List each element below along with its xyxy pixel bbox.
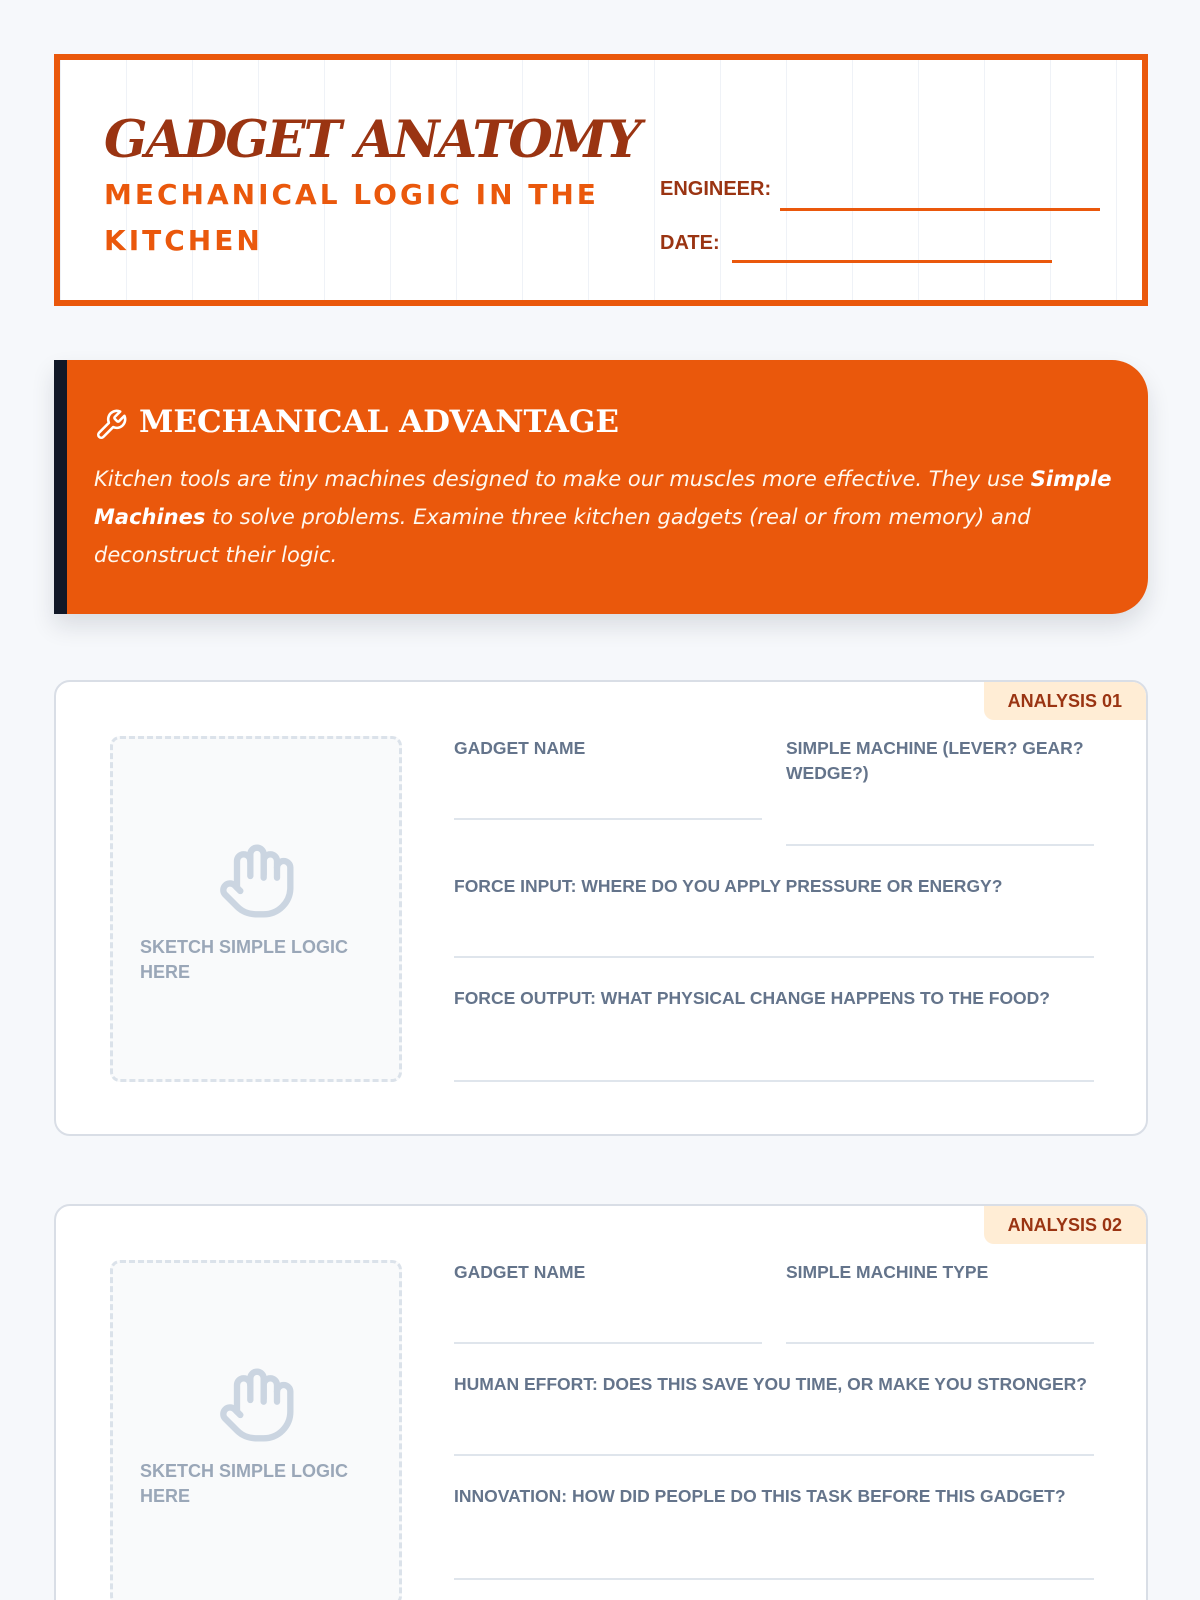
analysis-card-2 [54,1204,1148,1600]
banner-title: MECHANICAL ADVANTAGE [139,404,620,440]
sketch-area[interactable] [110,1260,402,1600]
force-input-field[interactable] [454,956,1094,958]
date-label: DATE: [660,232,720,254]
banner-body-start: Kitchen tools are tiny machines designed to make our muscles more effective. They use [94,467,1031,491]
innovation-label: INNOVATION: HOW DID PEOPLE DO THIS TASK BEFORE THIS GADGET? [454,1486,1066,1506]
date-field[interactable] [732,260,1052,263]
sketch-area[interactable] [110,736,402,1082]
sketch-label: SKETCH SIMPLE LOGIC HERE [140,1461,349,1506]
engineer-label: ENGINEER: [660,178,772,200]
gadget-name-field[interactable] [454,818,762,820]
banner-body-end: to solve problems. Examine three kitchen gadgets (real or from memory) and deconstruct their logic. [94,505,1031,567]
force-output-label: FORCE OUTPUT: WHAT PHYSICAL CHANGE HAPPENS TO THE FOOD? [454,988,1050,1008]
hand-icon [217,1365,297,1445]
innovation-field[interactable] [454,1578,1094,1580]
human-effort-field[interactable] [454,1454,1094,1456]
gadget-name-field[interactable] [454,1342,762,1344]
banner-body [94,460,1124,574]
gadget-name-label: GADGET NAME [454,738,586,758]
simple-machine-field[interactable] [786,844,1094,846]
human-effort-label: HUMAN EFFORT: DOES THIS SAVE YOU TIME, OR MAKE YOU STRONGER? [454,1374,1087,1394]
force-input-label: FORCE INPUT: WHERE DO YOU APPLY PRESSURE OR ENERGY? [454,876,1003,896]
banner-body-emphasis: Simple Machines [94,467,1112,529]
wrench-icon [94,408,128,442]
hand-icon [217,841,297,921]
simple-machine-label: SIMPLE MACHINE (LEVER? GEAR? WEDGE?) [786,738,1084,783]
engineer-field[interactable] [780,208,1100,211]
sketch-label: SKETCH SIMPLE LOGIC HERE [140,937,349,982]
analysis-badge: ANALYSIS 01 [984,682,1146,720]
intro-banner [54,360,1148,614]
analysis-badge: ANALYSIS 02 [984,1206,1146,1244]
page-title: GADGET ANATOMY [104,110,640,170]
page-subtitle: MECHANICAL LOGIC IN THE KITCHEN [104,178,599,257]
simple-machine-type-label: SIMPLE MACHINE TYPE [786,1262,989,1282]
simple-machine-type-field[interactable] [786,1342,1094,1344]
force-output-field[interactable] [454,1080,1094,1082]
worksheet-header [54,54,1148,306]
gadget-name-label: GADGET NAME [454,1262,586,1282]
analysis-card-1 [54,680,1148,1136]
